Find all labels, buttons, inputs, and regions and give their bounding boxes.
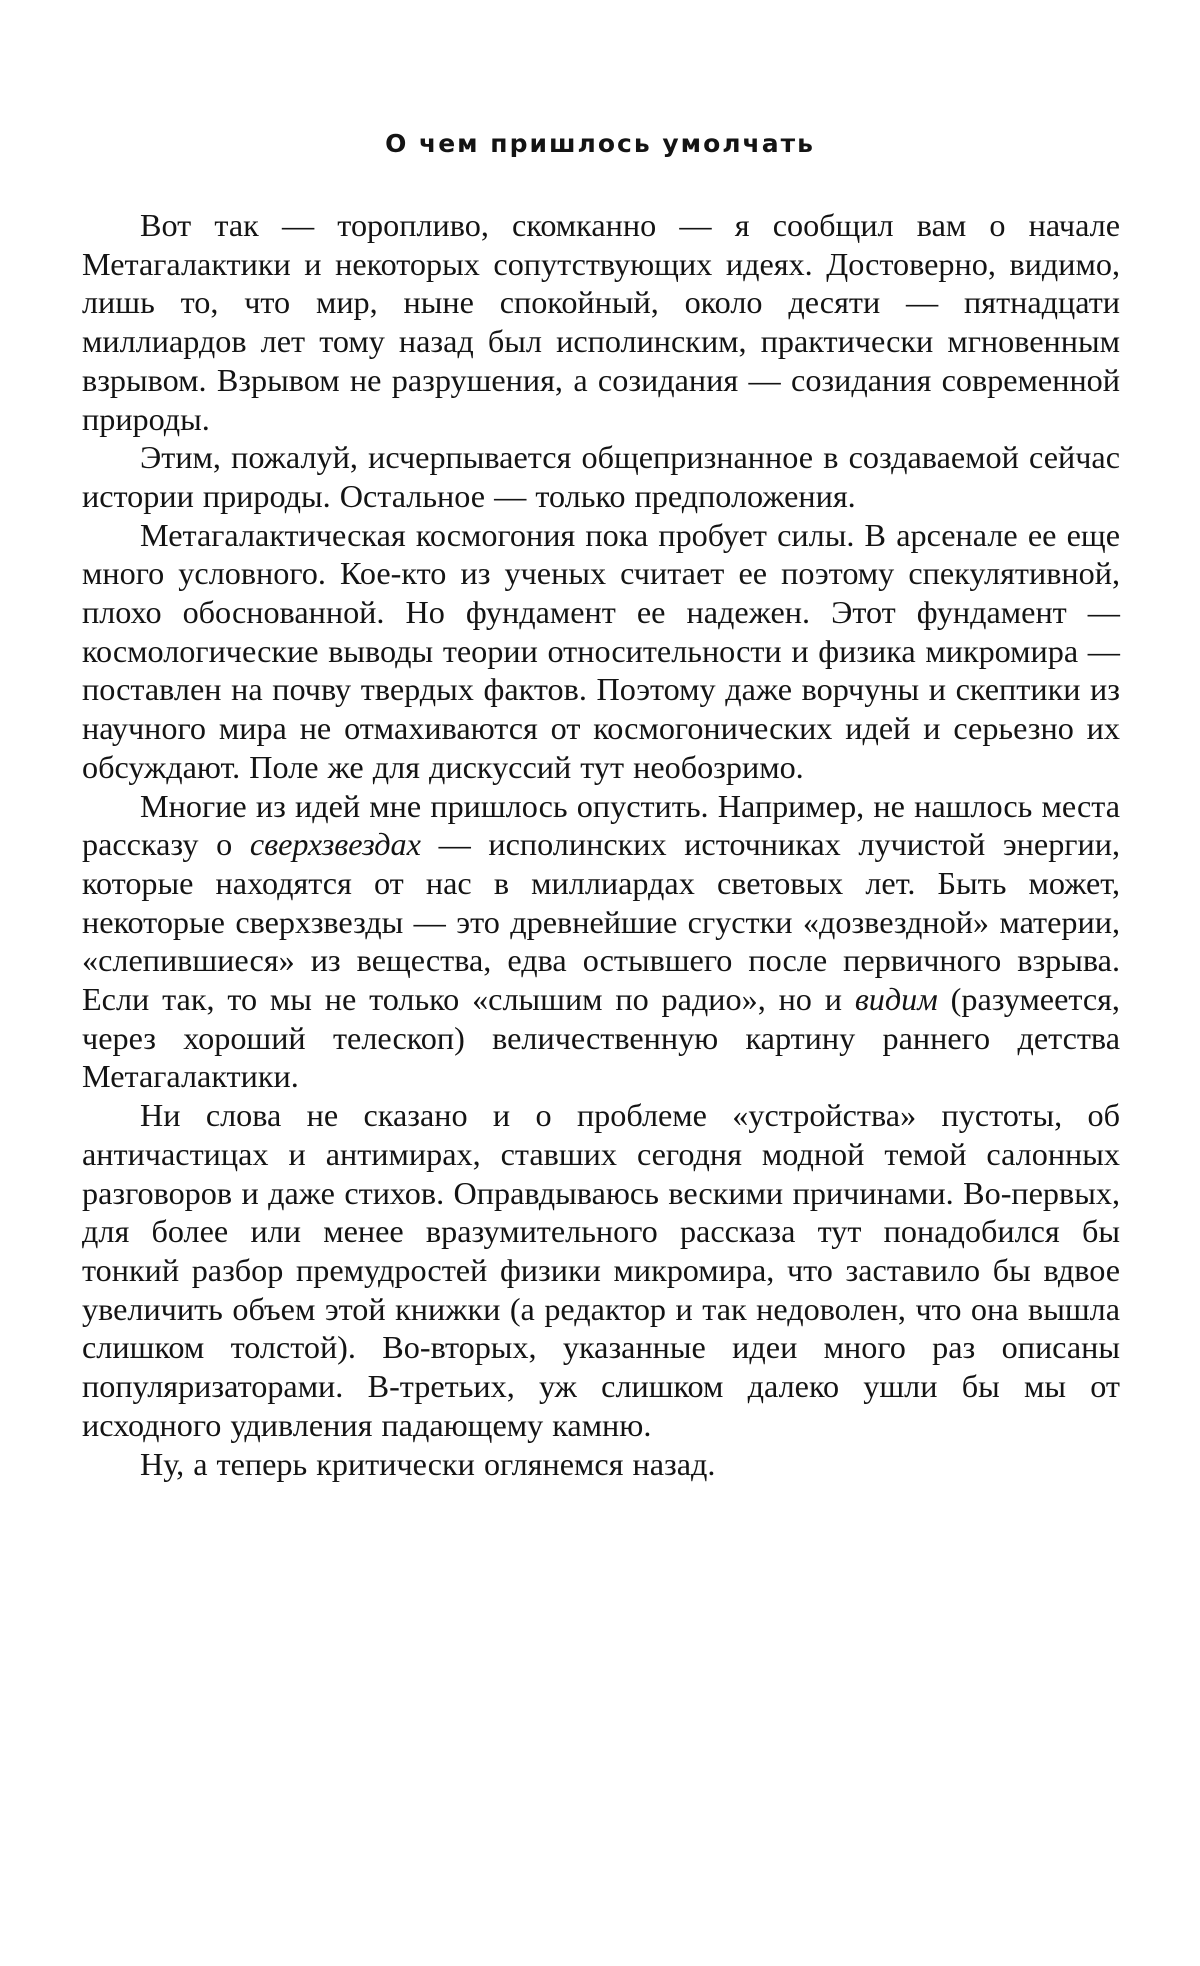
section-title: О чем пришлось умолчать [385,129,815,158]
body-text [82,206,1120,1483]
paragraph-3: Метагалактическая космогония пока пробует силы. В арсенале ее еще много условного. Кое-кто из ученых считает ее поэтому спекулятивной, плохо обоснованной. Но фундамент ее надежен. Этот фундамент — космологические выводы теории относительности и физика микромира — поставлен на почву твердых фактов. Поэтому даже ворчуны и скептики из научного мира не отмахиваются от космогонических идей и серьезно их обсуждают. Поле же для дискуссий тут необозримо. [82,516,1120,785]
italic-term-superstars: сверхзвездах [249,826,421,863]
paragraph-5: Ни слова не сказано и о проблеме «устройства» пустоты, об античастицах и антимирах, ставших сегодня модной темой салонных разговоров и даже стихов. Оправдываюсь вескими причинами. Во-первых, для более или менее вразумительного рассказа тут понадобился бы тонкий разбор премудростей физики микромира, что заставило бы вдвое увеличить объем этой книжки (а редактор и так недоволен, что она вышла слишком толстой). Во-вторых, указанные идеи много раз описаны популяризаторами. В-третьих, уж слишком далеко ушли бы мы от исходного удивления падающему камню. [82,1097,1120,1443]
paragraph-4-text: — исполинских источниках лучистой энергии, которые находятся от нас в миллиардах световых лет. Быть может, некоторые сверхзвезды — это древнейшие сгустки «дозвездной» материи, «слепившиеся» из вещества, едва остывшего после первичного взрыва. Если так, то мы не только «слышим по радио», но и [82,826,1120,1018]
paragraph-6: Ну, а теперь критически оглянемся назад. [140,1445,716,1482]
paragraph-4-text: Многие из идей мне пришлось опустить. Например, не нашлось места рассказу о [82,787,1120,863]
italic-term-see: видим [854,981,938,1018]
paragraph-1: Вот так — торопливо, скомканно — я сообщил вам о начале Метагалактики и некоторых сопутствующих идеях. Достоверно, видимо, лишь то, что мир, ныне спокойный, около десяти — пятнадцати миллиардов лет тому назад был исполинским, практически мгновенным взрывом. Взрывом не разрушения, а созидания — созидания современной природы. [82,207,1120,437]
paragraph-4 [82,787,1120,1097]
paragraph-4-text: (разумеется, через хороший телескоп) величественную картину раннего детства Метагалактики. [82,981,1120,1095]
paragraph-2: Этим, пожалуй, исчерпывается общепризнанное в создаваемой сейчас истории природы. Остальное — только предположения. [82,439,1120,514]
